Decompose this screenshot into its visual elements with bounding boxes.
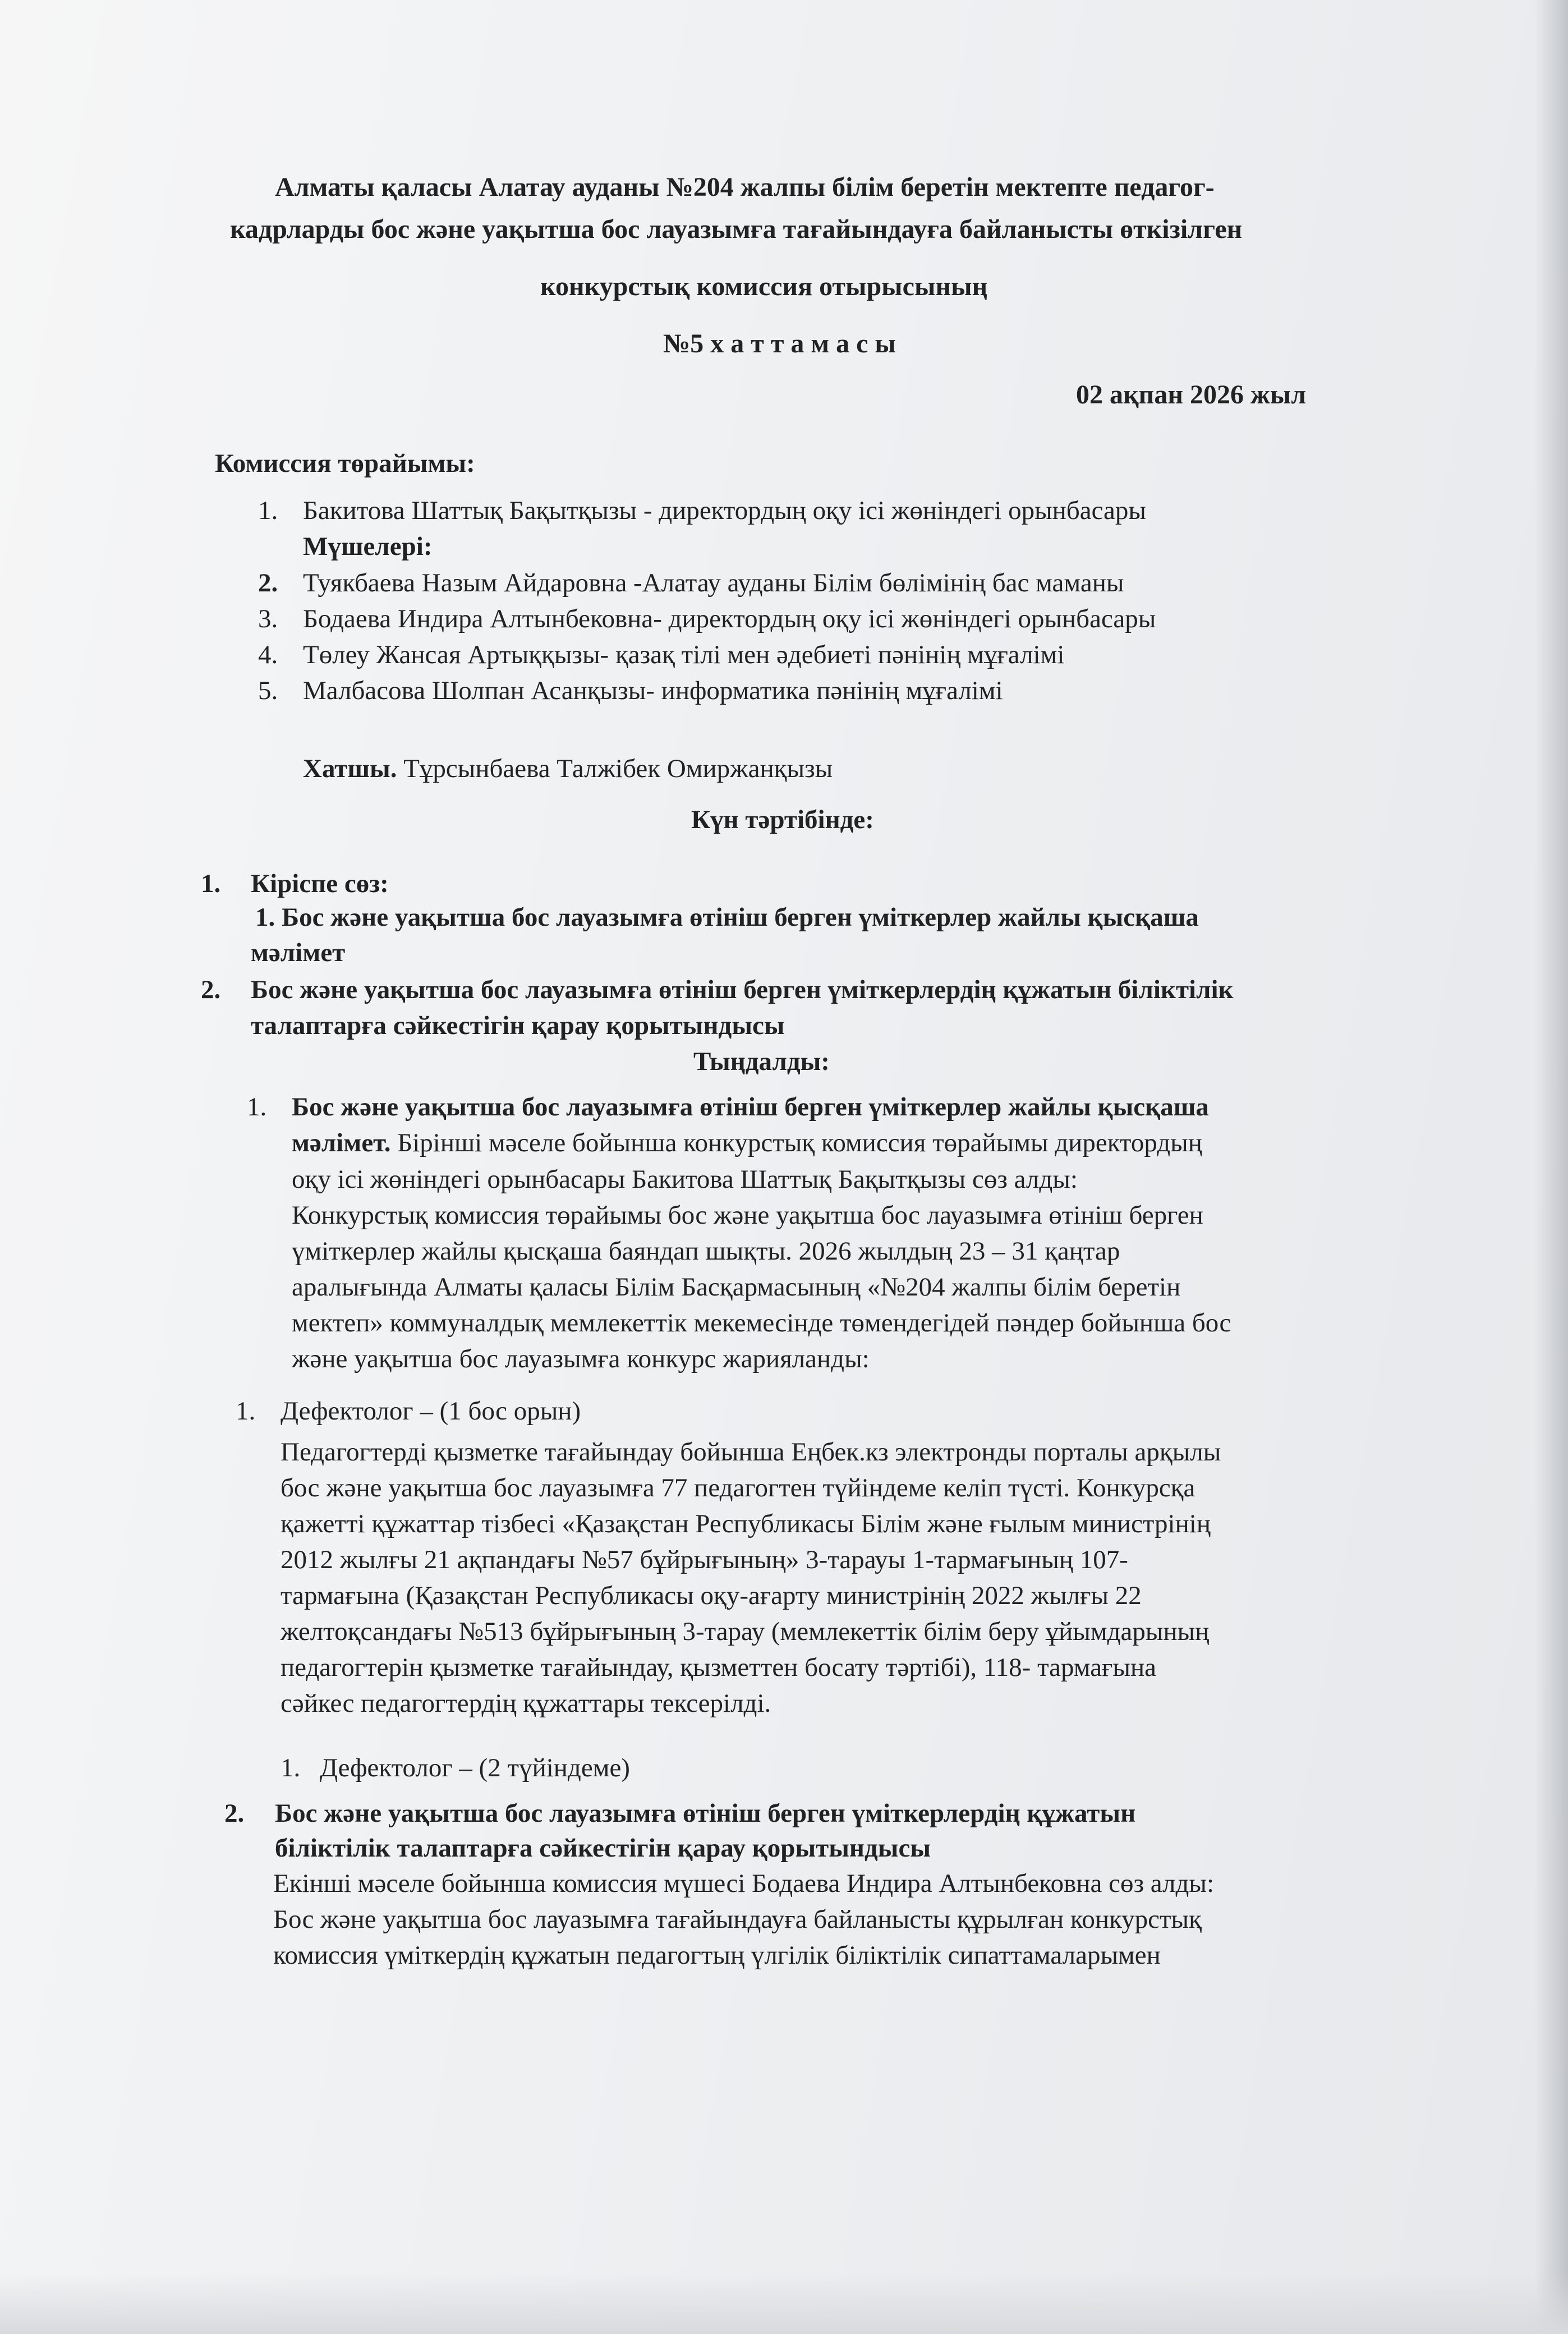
paragraph-line: оқу ісі жөніндегі орынбасары Бакитова Шаттық Бақытқызы сөз алды: — [292, 1165, 1078, 1194]
page-bottom-shadow — [0, 2272, 1568, 2334]
chair-heading: Комиссия төрайымы: — [215, 449, 475, 478]
point-number: 2. — [224, 1799, 245, 1828]
agenda-item-1: Кіріспе сөз: — [251, 869, 389, 898]
vacancy-item: Дефектолог – (1 бос орын) — [281, 1396, 581, 1426]
vacancy-paragraph — [281, 1434, 1221, 1721]
point-1-title-end: мәлімет. — [292, 1128, 391, 1157]
member-number: 3. — [258, 604, 278, 633]
chair-name: Бакитова Шаттық Бақытқызы - директордың оқу ісі жөніндегі орынбасары — [303, 496, 1146, 525]
members-heading: Мүшелері: — [303, 532, 433, 561]
paragraph-line: Педагогтерді қызметке тағайындау бойынша Еңбек.кз электронды порталы арқылы — [281, 1437, 1221, 1467]
point-2-title: Бос және уақытша бос лауазымға өтініш берген үміткерлердің құжатын — [275, 1799, 1136, 1828]
member-number: 5. — [258, 676, 278, 705]
vacancy-number: 1. — [236, 1396, 256, 1426]
point-2-title-cont: біліктілік талаптарға сәйкестігін қарау қорытындысы — [275, 1834, 931, 1863]
member-number: 2. — [258, 568, 278, 598]
paragraph-line: Бос және уақытша бос лауазымға тағайындауға байланысты құрылған конкурстық — [273, 1905, 1202, 1934]
paragraph-line: Конкурстық комиссия төрайымы бос және уақытша бос лауазымға өтініш берген — [292, 1201, 1203, 1230]
chair-number: 1. — [258, 496, 278, 525]
agenda-item-2: Бос және уақытша бос лауазымға өтініш берген үміткерлердің құжатын біліктілік — [251, 975, 1234, 1004]
paragraph-line: комиссия үміткердің құжатын педагогтың үлгілік біліктілік сипаттамаларымен — [273, 1941, 1161, 1970]
agenda-item-number: 2. — [201, 975, 221, 1004]
paragraph-line: педагогтерін қызметке тағайындау, қызметтен босату тәртібі), 118- тармағына — [281, 1653, 1156, 1682]
member-item: Бодаева Индира Алтынбековна- директордың оқу ісі жөніндегі орынбасары — [303, 604, 1156, 633]
resume-number: 1. — [281, 1753, 301, 1782]
protocol-number: №5 х а т т а м а с ы — [663, 329, 896, 359]
resume-item: Дефектолог – (2 түйіндеме) — [320, 1753, 630, 1782]
paragraph-line: Бірінші мәселе бойынша конкурстық комиссия төрайымы директордың — [390, 1128, 1202, 1157]
agenda-heading: Күн тәртібінде: — [691, 805, 874, 834]
page-edge-shadow — [1534, 0, 1568, 2334]
paragraph-line: мектеп» коммуналдық мемлекеттік мекемесінде төмендегідей пәндер бойынша бос — [292, 1308, 1231, 1338]
title-line-2: кадрларды бос және уақытша бос лауазымға тағайындауға байланысты өткізілген — [230, 214, 1243, 244]
paragraph-line: Екінші мәселе бойынша комиссия мүшесі Бодаева Индира Алтынбековна сөз алды: — [273, 1869, 1215, 1898]
paragraph-line: тармағына (Қазақстан Республикасы оқу-ағарту министрінің 2022 жылғы 22 — [281, 1581, 1142, 1610]
title-line-3: конкурстық комиссия отырысының — [540, 272, 988, 301]
agenda-subitem-line: мәлімет — [251, 938, 346, 967]
point-1-first-line — [292, 1125, 1202, 1160]
agenda-item-2-cont: талаптарға сәйкестігін қарау қорытындысы — [251, 1011, 785, 1040]
paragraph-line: желтоқсандағы №513 бұйрығының 3-тарау (мемлекеттік білім беру ұйымдарының — [281, 1617, 1210, 1646]
paragraph-line: үміткерлер жайлы қысқаша баяндап шықты. 2026 жылдың 23 – 31 қаңтар — [292, 1237, 1120, 1266]
agenda-item-number: 1. — [201, 869, 221, 898]
paragraph-line: және уақытша бос лауазымға конкурс жарияланды: — [292, 1344, 870, 1373]
secretary-name: Тұрсынбаева Талжібек Омиржанқызы — [397, 754, 833, 783]
point-number: 1. — [247, 1092, 267, 1122]
protocol-date: 02 ақпан 2026 жыл — [1076, 380, 1307, 410]
paragraph-line: сәйкес педагогтердің құжаттары тексерілді. — [281, 1689, 771, 1718]
paragraph-line: қажетті құжаттар тізбесі «Қазақстан Республикасы Білім және ғылым министрінің — [281, 1509, 1211, 1538]
secretary-label: Хатшы. — [303, 754, 397, 783]
member-number: 4. — [258, 640, 278, 669]
secretary — [303, 751, 833, 786]
title-line-1: Алматы қаласы Алатау ауданы №204 жалпы білім беретін мектепте педагог- — [275, 172, 1215, 202]
agenda-subitem-line: 1. Бос және уақытша бос лауазымға өтініш берген үміткерлер жайлы қысқаша — [255, 903, 1199, 932]
point-2-paragraph — [273, 1866, 1214, 1973]
member-item: Туякбаева Назым Айдаровна -Алатау ауданы Білім бөлімінің бас маманы — [303, 568, 1124, 598]
member-item: Малбасова Шолпан Асанқызы- информатика пәнінің мұғалімі — [303, 676, 1003, 705]
paragraph-line: бос және уақытша бос лауазымға 77 педагогтен түйіндеме келіп түсті. Конкурсқа — [281, 1473, 1195, 1503]
member-item: Төлеу Жансая Артыққызы- қазақ тілі мен әдебиеті пәнінің мұғалімі — [303, 640, 1065, 669]
point-1-paragraph — [292, 1161, 1231, 1377]
paragraph-line: 2012 жылғы 21 ақпандағы №57 бұйрығының» 3-тарауы 1-тармағының 107- — [281, 1545, 1128, 1574]
point-1-title: Бос және уақытша бос лауазымға өтініш берген үміткерлер жайлы қысқаша — [292, 1092, 1209, 1122]
paragraph-line: аралығында Алматы қаласы Білім Басқармасының «№204 жалпы білім беретін — [292, 1272, 1181, 1302]
heard-heading: Тыңдалды: — [693, 1047, 830, 1076]
